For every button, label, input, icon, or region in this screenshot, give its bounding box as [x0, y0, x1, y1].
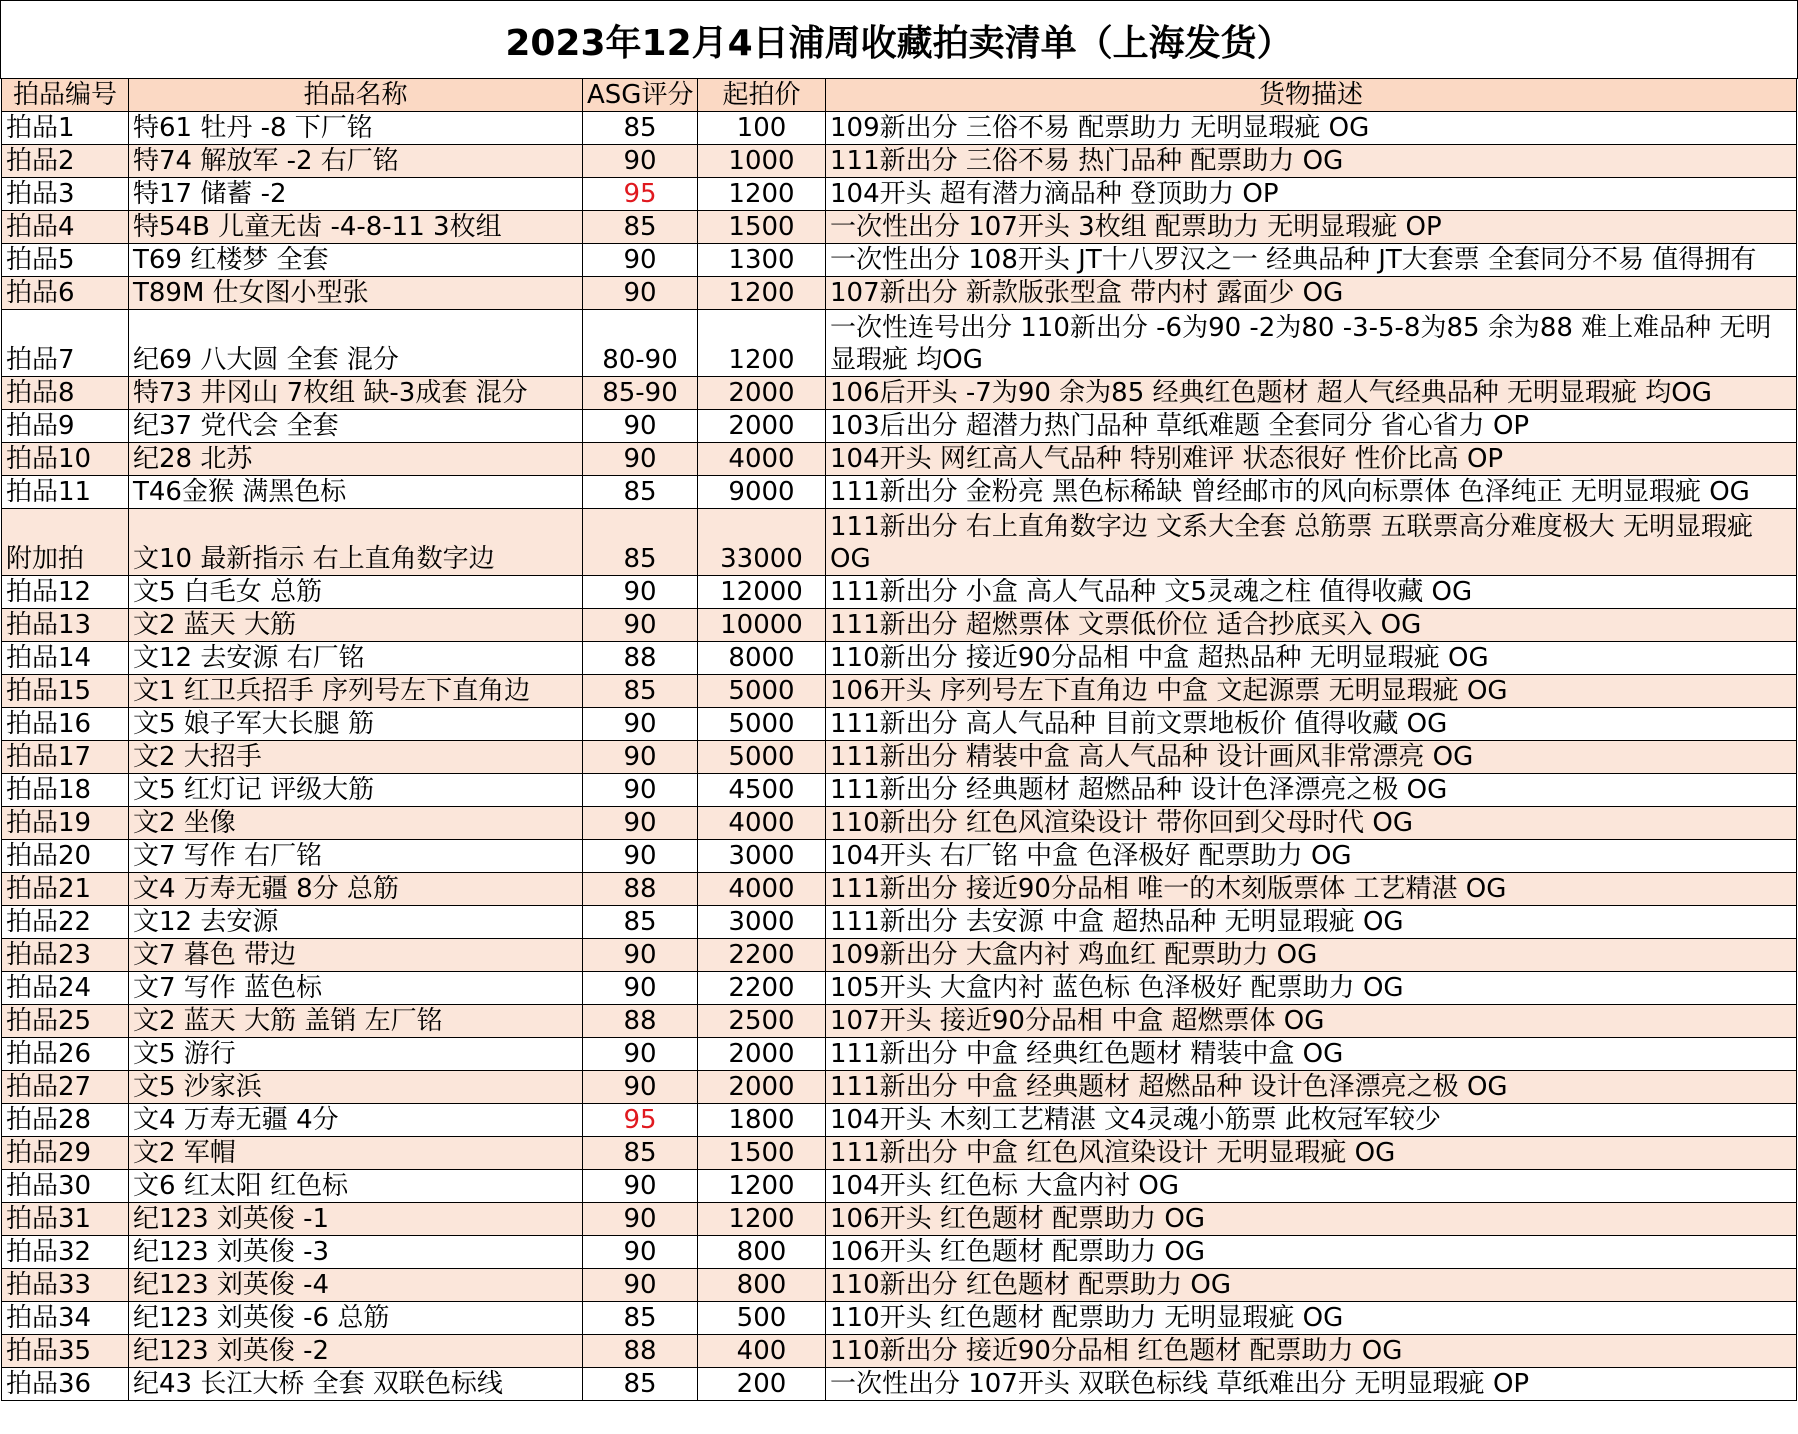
- description-cell: 111新出分 中盒 经典红色题材 精装中盒 OG: [826, 1038, 1797, 1071]
- asg-score-cell: 90: [583, 1269, 698, 1302]
- table-body: [2, 112, 1797, 1401]
- asg-score-cell: 90: [583, 1071, 698, 1104]
- asg-score-cell: 90: [583, 277, 698, 310]
- lot-id-cell: 拍品21: [2, 873, 129, 906]
- asg-score-cell: 95: [583, 178, 698, 211]
- table-row: [2, 1170, 1797, 1203]
- asg-score-cell: 88: [583, 642, 698, 675]
- start-price-cell: 1500: [698, 1137, 826, 1170]
- description-cell: 105开头 大盒内衬 蓝色标 色泽极好 配票助力 OG: [826, 972, 1797, 1005]
- description-cell: 104开头 木刻工艺精湛 文4灵魂小筋票 此枚冠军较少: [826, 1104, 1797, 1137]
- lot-name-cell: 文5 游行: [129, 1038, 583, 1071]
- lot-name-cell: 文5 红灯记 评级大筋: [129, 774, 583, 807]
- lot-name-cell: 文2 坐像: [129, 807, 583, 840]
- lot-name-cell: 文2 蓝天 大筋: [129, 609, 583, 642]
- start-price-cell: 2200: [698, 939, 826, 972]
- description-cell: 107开头 接近90分品相 中盒 超燃票体 OG: [826, 1005, 1797, 1038]
- asg-score-cell: 90: [583, 807, 698, 840]
- table-row: [2, 576, 1797, 609]
- description-cell: 111新出分 精装中盒 高人气品种 设计画风非常漂亮 OG: [826, 741, 1797, 774]
- lot-name-cell: 纪69 八大圆 全套 混分: [129, 310, 583, 377]
- start-price-cell: 1200: [698, 277, 826, 310]
- table-row: [2, 145, 1797, 178]
- table-row: [2, 244, 1797, 277]
- lot-name-cell: 文1 红卫兵招手 序列号左下直角边: [129, 675, 583, 708]
- description-cell: 111新出分 金粉亮 黑色标稀缺 曾经邮市的风向标票体 色泽纯正 无明显瑕疵 OG: [826, 476, 1797, 509]
- table-row: [2, 410, 1797, 443]
- asg-score-cell: 85: [583, 211, 698, 244]
- description-cell: 106开头 序列号左下直角边 中盒 文起源票 无明显瑕疵 OG: [826, 675, 1797, 708]
- lot-name-cell: 文7 暮色 带边: [129, 939, 583, 972]
- description-cell: 111新出分 小盒 高人气品种 文5灵魂之柱 值得收藏 OG: [826, 576, 1797, 609]
- asg-score-cell: 90: [583, 708, 698, 741]
- table-row: [2, 840, 1797, 873]
- lot-name-cell: 纪37 党代会 全套: [129, 410, 583, 443]
- lot-name-cell: 纪123 刘英俊 -2: [129, 1335, 583, 1368]
- description-cell: 107新出分 新款版张型盒 带内村 露面少 OG: [826, 277, 1797, 310]
- table-row: [2, 443, 1797, 476]
- lot-id-cell: 拍品31: [2, 1203, 129, 1236]
- description-cell: 104开头 红色标 大盒内衬 OG: [826, 1170, 1797, 1203]
- lot-id-cell: 拍品19: [2, 807, 129, 840]
- start-price-cell: 1200: [698, 178, 826, 211]
- lot-name-cell: 纪123 刘英俊 -6 总筋: [129, 1302, 583, 1335]
- lot-id-cell: 拍品18: [2, 774, 129, 807]
- description-cell: 110新出分 接近90分品相 中盒 超热品种 无明显瑕疵 OG: [826, 642, 1797, 675]
- description-cell: 106后开头 -7为90 余为85 经典红色题材 超人气经典品种 无明显瑕疵 均OG: [826, 377, 1797, 410]
- asg-score-cell: 90: [583, 443, 698, 476]
- description-cell: 109新出分 三俗不易 配票助力 无明显瑕疵 OG: [826, 112, 1797, 145]
- lot-id-cell: 拍品12: [2, 576, 129, 609]
- description-cell: 111新出分 高人气品种 目前文票地板价 值得收藏 OG: [826, 708, 1797, 741]
- start-price-cell: 1200: [698, 1203, 826, 1236]
- start-price-cell: 1200: [698, 1170, 826, 1203]
- start-price-cell: 2200: [698, 972, 826, 1005]
- start-price-cell: 9000: [698, 476, 826, 509]
- asg-score-cell: 85: [583, 675, 698, 708]
- lot-name-cell: T89M 仕女图小型张: [129, 277, 583, 310]
- lot-name-cell: 纪28 北苏: [129, 443, 583, 476]
- lot-name-cell: 纪43 长江大桥 全套 双联色标线: [129, 1368, 583, 1401]
- lot-id-cell: 拍品17: [2, 741, 129, 774]
- lot-name-cell: 特17 储蓄 -2: [129, 178, 583, 211]
- header-desc: 货物描述: [826, 79, 1797, 112]
- table-row: [2, 741, 1797, 774]
- lot-id-cell: 拍品25: [2, 1005, 129, 1038]
- lot-name-cell: 特54B 儿童无齿 -4-8-11 3枚组: [129, 211, 583, 244]
- start-price-cell: 1500: [698, 211, 826, 244]
- table-row: [2, 211, 1797, 244]
- lot-name-cell: 文2 蓝天 大筋 盖销 左厂铭: [129, 1005, 583, 1038]
- description-cell: 103后出分 超潜力热门品种 草纸难题 全套同分 省心省力 OP: [826, 410, 1797, 443]
- header-price: 起拍价: [698, 79, 826, 112]
- table-row: [2, 476, 1797, 509]
- asg-score-cell: 88: [583, 1005, 698, 1038]
- start-price-cell: 5000: [698, 675, 826, 708]
- lot-id-cell: 拍品35: [2, 1335, 129, 1368]
- lot-name-cell: T46金猴 满黑色标: [129, 476, 583, 509]
- lot-name-cell: 文12 去安源 右厂铭: [129, 642, 583, 675]
- lot-id-cell: 拍品23: [2, 939, 129, 972]
- description-cell: 111新出分 中盒 红色风渲染设计 无明显瑕疵 OG: [826, 1137, 1797, 1170]
- asg-score-cell: 90: [583, 1203, 698, 1236]
- table-row: [2, 1005, 1797, 1038]
- lot-name-cell: 文2 大招手: [129, 741, 583, 774]
- lot-name-cell: 文4 万寿无疆 8分 总筋: [129, 873, 583, 906]
- lot-name-cell: 文4 万寿无疆 4分: [129, 1104, 583, 1137]
- header-score: ASG评分: [583, 79, 698, 112]
- description-cell: 111新出分 右上直角数字边 文系大全套 总筋票 五联票高分难度极大 无明显瑕疵OG: [826, 509, 1797, 576]
- lot-id-cell: 拍品30: [2, 1170, 129, 1203]
- description-cell: 106开头 红色题材 配票助力 OG: [826, 1203, 1797, 1236]
- asg-score-cell: 85: [583, 1368, 698, 1401]
- table-row: [2, 906, 1797, 939]
- start-price-cell: 33000: [698, 509, 826, 576]
- description-cell: 111新出分 超燃票体 文票低价位 适合抄底买入 OG: [826, 609, 1797, 642]
- table-row: [2, 1137, 1797, 1170]
- lot-id-cell: 拍品34: [2, 1302, 129, 1335]
- start-price-cell: 800: [698, 1236, 826, 1269]
- table-row: [2, 1335, 1797, 1368]
- table-row: [2, 675, 1797, 708]
- asg-score-cell: 85: [583, 509, 698, 576]
- lot-name-cell: 文5 沙家浜: [129, 1071, 583, 1104]
- lot-id-cell: 拍品16: [2, 708, 129, 741]
- lot-name-cell: 文2 军帽: [129, 1137, 583, 1170]
- lot-id-cell: 拍品1: [2, 112, 129, 145]
- lot-id-cell: 拍品3: [2, 178, 129, 211]
- start-price-cell: 1800: [698, 1104, 826, 1137]
- start-price-cell: 1300: [698, 244, 826, 277]
- header-name: 拍品名称: [129, 79, 583, 112]
- asg-score-cell: 95: [583, 1104, 698, 1137]
- asg-score-cell: 88: [583, 1335, 698, 1368]
- description-cell: 110新出分 红色题材 配票助力 OG: [826, 1269, 1797, 1302]
- lot-id-cell: 拍品15: [2, 675, 129, 708]
- lot-id-cell: 拍品22: [2, 906, 129, 939]
- lot-id-cell: 拍品27: [2, 1071, 129, 1104]
- start-price-cell: 4000: [698, 873, 826, 906]
- description-cell: 104开头 网红高人气品种 特别难评 状态很好 性价比高 OP: [826, 443, 1797, 476]
- lot-name-cell: 特74 解放军 -2 右厂铭: [129, 145, 583, 178]
- description-cell: 110新出分 接近90分品相 红色题材 配票助力 OG: [826, 1335, 1797, 1368]
- auction-table: [1, 78, 1797, 1401]
- asg-score-cell: 85: [583, 476, 698, 509]
- asg-score-cell: 90: [583, 609, 698, 642]
- start-price-cell: 1000: [698, 145, 826, 178]
- start-price-cell: 2500: [698, 1005, 826, 1038]
- description-cell: 111新出分 接近90分品相 唯一的木刻版票体 工艺精湛 OG: [826, 873, 1797, 906]
- asg-score-cell: 90: [583, 1170, 698, 1203]
- asg-score-cell: 90: [583, 741, 698, 774]
- table-row: [2, 939, 1797, 972]
- start-price-cell: 5000: [698, 741, 826, 774]
- table-row: [2, 642, 1797, 675]
- lot-id-cell: 拍品14: [2, 642, 129, 675]
- lot-name-cell: 文5 白毛女 总筋: [129, 576, 583, 609]
- lot-id-cell: 拍品4: [2, 211, 129, 244]
- table-row: [2, 1236, 1797, 1269]
- lot-name-cell: 文10 最新指示 右上直角数字边: [129, 509, 583, 576]
- table-row: [2, 1269, 1797, 1302]
- table-row: [2, 774, 1797, 807]
- table-row: [2, 873, 1797, 906]
- table-row: [2, 1038, 1797, 1071]
- lot-id-cell: 拍品9: [2, 410, 129, 443]
- table-row: [2, 972, 1797, 1005]
- asg-score-cell: 85: [583, 112, 698, 145]
- lot-id-cell: 拍品2: [2, 145, 129, 178]
- start-price-cell: 3000: [698, 840, 826, 873]
- asg-score-cell: 90: [583, 244, 698, 277]
- lot-id-cell: 拍品13: [2, 609, 129, 642]
- lot-name-cell: 文6 红太阳 红色标: [129, 1170, 583, 1203]
- description-cell: 111新出分 中盒 经典题材 超燃品种 设计色泽漂亮之极 OG: [826, 1071, 1797, 1104]
- lot-name-cell: 文7 写作 右厂铭: [129, 840, 583, 873]
- table-row: [2, 609, 1797, 642]
- asg-score-cell: 85-90: [583, 377, 698, 410]
- asg-score-cell: 90: [583, 576, 698, 609]
- lot-id-cell: 附加拍: [2, 509, 129, 576]
- start-price-cell: 4000: [698, 807, 826, 840]
- table-row: [2, 1302, 1797, 1335]
- start-price-cell: 2000: [698, 1038, 826, 1071]
- header-row: [2, 79, 1797, 112]
- asg-score-cell: 90: [583, 1038, 698, 1071]
- asg-score-cell: 90: [583, 939, 698, 972]
- lot-name-cell: 纪123 刘英俊 -4: [129, 1269, 583, 1302]
- lot-id-cell: 拍品20: [2, 840, 129, 873]
- asg-score-cell: 88: [583, 873, 698, 906]
- table-row: [2, 708, 1797, 741]
- lot-id-cell: 拍品6: [2, 277, 129, 310]
- lot-name-cell: T69 红楼梦 全套: [129, 244, 583, 277]
- start-price-cell: 5000: [698, 708, 826, 741]
- lot-id-cell: 拍品24: [2, 972, 129, 1005]
- lot-id-cell: 拍品33: [2, 1269, 129, 1302]
- lot-name-cell: 特73 井冈山 7枚组 缺-3成套 混分: [129, 377, 583, 410]
- table-row: [2, 1104, 1797, 1137]
- asg-score-cell: 90: [583, 145, 698, 178]
- description-cell: 一次性出分 108开头 JT十八罗汉之一 经典品种 JT大套票 全套同分不易 值得拥有: [826, 244, 1797, 277]
- description-cell: 109新出分 大盒内衬 鸡血红 配票助力 OG: [826, 939, 1797, 972]
- lot-id-cell: 拍品7: [2, 310, 129, 377]
- asg-score-cell: 90: [583, 1236, 698, 1269]
- asg-score-cell: 85: [583, 1302, 698, 1335]
- start-price-cell: 1200: [698, 310, 826, 377]
- start-price-cell: 12000: [698, 576, 826, 609]
- start-price-cell: 4500: [698, 774, 826, 807]
- asg-score-cell: 90: [583, 774, 698, 807]
- table-row: [2, 1368, 1797, 1401]
- lot-id-cell: 拍品8: [2, 377, 129, 410]
- start-price-cell: 400: [698, 1335, 826, 1368]
- lot-name-cell: 特61 牡丹 -8 下厂铭: [129, 112, 583, 145]
- description-cell: 104开头 超有潜力滴品种 登顶助力 OP: [826, 178, 1797, 211]
- table-row: [2, 112, 1797, 145]
- table-row: [2, 377, 1797, 410]
- description-cell: 104开头 右厂铭 中盒 色泽极好 配票助力 OG: [826, 840, 1797, 873]
- description-cell: 一次性出分 107开头 双联色标线 草纸难出分 无明显瑕疵 OP: [826, 1368, 1797, 1401]
- description-cell: 111新出分 三俗不易 热门品种 配票助力 OG: [826, 145, 1797, 178]
- start-price-cell: 3000: [698, 906, 826, 939]
- lot-name-cell: 纪123 刘英俊 -3: [129, 1236, 583, 1269]
- lot-id-cell: 拍品29: [2, 1137, 129, 1170]
- description-cell: 111新出分 经典题材 超燃品种 设计色泽漂亮之极 OG: [826, 774, 1797, 807]
- table-row: [2, 509, 1797, 576]
- asg-score-cell: 85: [583, 1137, 698, 1170]
- description-cell: 一次性出分 107开头 3枚组 配票助力 无明显瑕疵 OP: [826, 211, 1797, 244]
- start-price-cell: 2000: [698, 377, 826, 410]
- start-price-cell: 2000: [698, 410, 826, 443]
- lot-name-cell: 文7 写作 蓝色标: [129, 972, 583, 1005]
- table-row: [2, 1071, 1797, 1104]
- start-price-cell: 200: [698, 1368, 826, 1401]
- description-cell: 106开头 红色题材 配票助力 OG: [826, 1236, 1797, 1269]
- start-price-cell: 8000: [698, 642, 826, 675]
- start-price-cell: 800: [698, 1269, 826, 1302]
- lot-id-cell: 拍品26: [2, 1038, 129, 1071]
- lot-name-cell: 文5 娘子军大长腿 筋: [129, 708, 583, 741]
- start-price-cell: 10000: [698, 609, 826, 642]
- table-row: [2, 178, 1797, 211]
- asg-score-cell: 85: [583, 906, 698, 939]
- table-row: [2, 807, 1797, 840]
- lot-id-cell: 拍品11: [2, 476, 129, 509]
- table-row: [2, 277, 1797, 310]
- start-price-cell: 4000: [698, 443, 826, 476]
- lot-id-cell: 拍品32: [2, 1236, 129, 1269]
- description-cell: 110开头 红色题材 配票助力 无明显瑕疵 OG: [826, 1302, 1797, 1335]
- table-row: [2, 310, 1797, 377]
- asg-score-cell: 80-90: [583, 310, 698, 377]
- start-price-cell: 2000: [698, 1071, 826, 1104]
- asg-score-cell: 90: [583, 410, 698, 443]
- header-id: 拍品编号: [2, 79, 129, 112]
- lot-name-cell: 文12 去安源: [129, 906, 583, 939]
- lot-id-cell: 拍品10: [2, 443, 129, 476]
- description-cell: 111新出分 去安源 中盒 超热品种 无明显瑕疵 OG: [826, 906, 1797, 939]
- description-cell: 110新出分 红色风渲染设计 带你回到父母时代 OG: [826, 807, 1797, 840]
- start-price-cell: 500: [698, 1302, 826, 1335]
- lot-id-cell: 拍品5: [2, 244, 129, 277]
- lot-name-cell: 纪123 刘英俊 -1: [129, 1203, 583, 1236]
- sheet-title: 2023年12月4日浦周收藏拍卖清单（上海发货）: [0, 0, 1798, 79]
- asg-score-cell: 90: [583, 840, 698, 873]
- table-row: [2, 1203, 1797, 1236]
- lot-id-cell: 拍品28: [2, 1104, 129, 1137]
- description-cell: 一次性连号出分 110新出分 -6为90 -2为80 -3-5-8为85 余为88 难上难品种 无明显瑕疵 均OG: [826, 310, 1797, 377]
- asg-score-cell: 90: [583, 972, 698, 1005]
- start-price-cell: 100: [698, 112, 826, 145]
- lot-id-cell: 拍品36: [2, 1368, 129, 1401]
